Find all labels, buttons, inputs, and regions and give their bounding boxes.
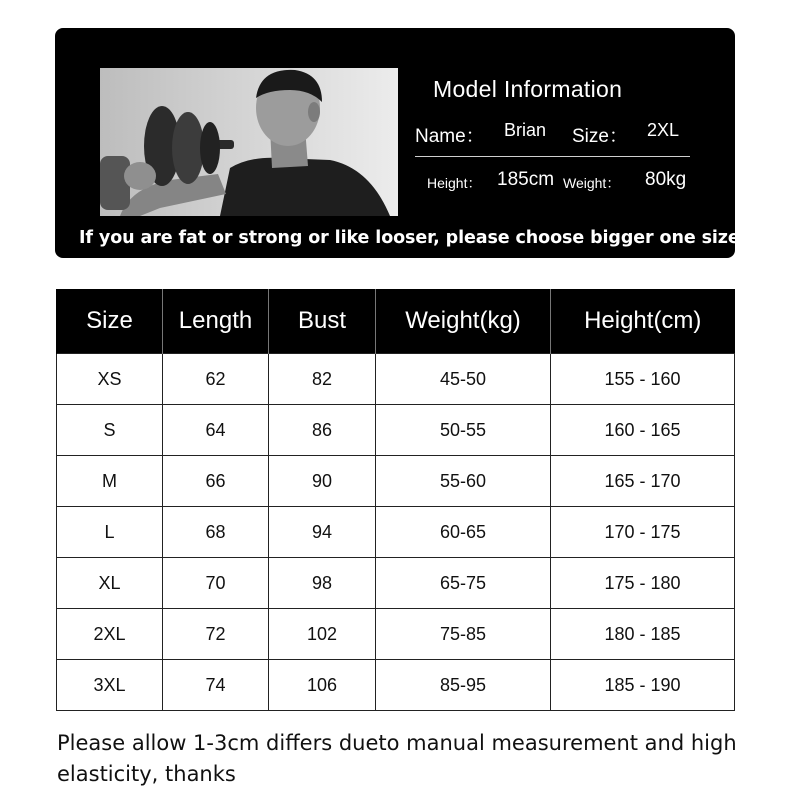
- header-size: Size: [57, 289, 163, 354]
- cell-weight: 65-75: [376, 558, 551, 609]
- cell-bust: 86: [269, 405, 376, 456]
- cell-height: 160 - 165: [551, 405, 735, 456]
- cell-bust: 102: [269, 609, 376, 660]
- cell-length: 68: [163, 507, 269, 558]
- cell-length: 64: [163, 405, 269, 456]
- cell-length: 70: [163, 558, 269, 609]
- height-label: Height：: [427, 175, 482, 191]
- model-info-panel: [55, 28, 740, 258]
- cell-weight: 85-95: [376, 660, 551, 711]
- cell-weight: 55-60: [376, 456, 551, 507]
- cell-length: 72: [163, 609, 269, 660]
- table-row: [57, 354, 735, 405]
- cell-bust: 90: [269, 456, 376, 507]
- cell-length: 74: [163, 660, 269, 711]
- header-length: Length: [163, 289, 269, 354]
- cell-bust: 94: [269, 507, 376, 558]
- size-value: 2XL: [647, 120, 680, 140]
- cell-size: M: [57, 456, 163, 507]
- model-info-divider: [415, 156, 690, 157]
- cell-height: 155 - 160: [551, 354, 735, 405]
- weight-label: Weight：: [563, 175, 621, 191]
- table-row: [57, 660, 735, 711]
- size-advice-text: If you are fat or strong or like looser, please choose bigger one size: [79, 228, 740, 248]
- name-label: Name：: [415, 126, 485, 147]
- header-bust: Bust: [269, 289, 376, 354]
- name-value: Brian: [504, 120, 547, 140]
- cell-weight: 75-85: [376, 609, 551, 660]
- height-value: 185cm: [497, 169, 555, 190]
- cell-size: XL: [57, 558, 163, 609]
- cell-bust: 106: [269, 660, 376, 711]
- table-row: [57, 558, 735, 609]
- cell-size: 2XL: [57, 609, 163, 660]
- cell-size: S: [57, 405, 163, 456]
- table-row: [57, 609, 735, 660]
- cell-height: 165 - 170: [551, 456, 735, 507]
- size-table-header-row: [57, 289, 735, 354]
- cell-size: 3XL: [57, 660, 163, 711]
- header-weight: Weight(kg): [376, 289, 551, 354]
- table-row: [57, 405, 735, 456]
- cell-bust: 98: [269, 558, 376, 609]
- header-height: Height(cm): [551, 289, 735, 354]
- cell-weight: 45-50: [376, 354, 551, 405]
- model-info-title: Model Information: [433, 76, 623, 102]
- cell-weight: 60-65: [376, 507, 551, 558]
- cell-weight: 50-55: [376, 405, 551, 456]
- cell-height: 175 - 180: [551, 558, 735, 609]
- cell-bust: 82: [269, 354, 376, 405]
- size-chart-table: [56, 289, 735, 711]
- table-row: [57, 456, 735, 507]
- cell-size: XS: [57, 354, 163, 405]
- cell-height: 170 - 175: [551, 507, 735, 558]
- cell-length: 66: [163, 456, 269, 507]
- cell-size: L: [57, 507, 163, 558]
- model-photo: [100, 68, 398, 216]
- weight-value: 80kg: [645, 169, 687, 190]
- cell-height: 185 - 190: [551, 660, 735, 711]
- cell-height: 180 - 185: [551, 609, 735, 660]
- table-row: [57, 507, 735, 558]
- measurement-footnote: Please allow 1-3cm differs dueto manual measurement and high elasticity, thanks: [57, 731, 737, 786]
- model-photo-illustration: [100, 68, 398, 216]
- cell-length: 62: [163, 354, 269, 405]
- size-label: Size：: [572, 126, 628, 147]
